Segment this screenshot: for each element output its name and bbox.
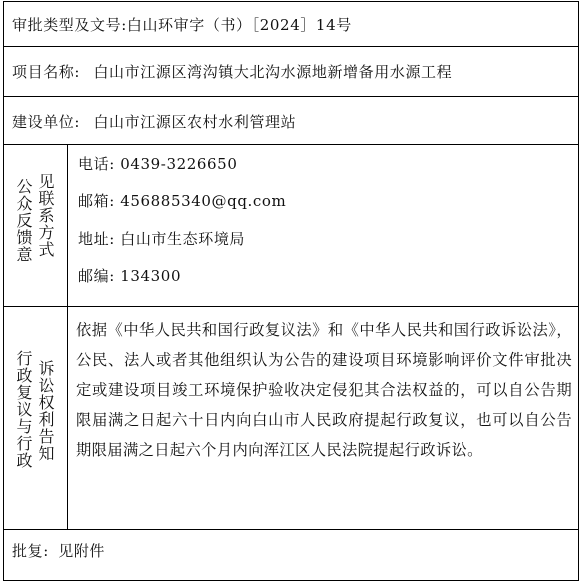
litigation-label-cell (4, 307, 68, 529)
feedback-label-col1: 见联系方式 (36, 173, 55, 258)
litigation-label-col1: 诉讼权利告知 (36, 360, 55, 462)
reply-value: 见附件 (58, 542, 106, 560)
approval-row (4, 2, 578, 46)
approval-line (12, 14, 352, 35)
feedback-label-col2: 公众反馈意 (14, 178, 33, 263)
approval-number: 白山环审字（书）［2024］14号 (126, 16, 352, 34)
email-text[interactable]: 邮箱: 456885340@qq.com (78, 192, 287, 210)
feedback-label-cell (4, 145, 68, 306)
litigation-label-col2: 行政复议与行政 (14, 350, 33, 469)
project-label: 项目名称: (12, 63, 81, 81)
phone-text: 电话: 0439-3226650 (78, 155, 238, 173)
builder-line (12, 111, 296, 132)
litigation-row (4, 307, 578, 529)
project-row (4, 47, 578, 95)
postcode-text: 邮编: 134300 (78, 267, 182, 285)
reply-row (4, 530, 578, 580)
approval-label: 审批类型及文号: (12, 16, 127, 34)
address-text: 地址: 白山市生态环境局 (78, 230, 246, 248)
project-name: 白山市江源区湾沟镇大北沟水源地新增备用水源工程 (93, 63, 453, 81)
reply-line (12, 540, 105, 561)
project-line (12, 61, 452, 82)
litigation-paragraph: 依据《中华人民共和国行政复议法》和《中华人民共和国行政诉讼法》，公民、法人或者其他组织认为公告的建设项目环境影响评价文件审批决定或建设项目竣工环境保护验收决定侵犯其合法权益的，可以自公告期限届满之日起六十日内向白山市人民政府提起行政复议，也可以自公告期限届满之日起六个月内向浑江区人民法院提起行政诉讼。 (76, 321, 572, 459)
notice-table (3, 1, 579, 581)
builder-row (4, 97, 578, 144)
builder-name: 白山市江源区农村水利管理站 (93, 113, 297, 131)
reply-label: 批复: (12, 542, 49, 560)
builder-label: 建设单位: (12, 113, 81, 131)
feedback-row (4, 145, 578, 306)
